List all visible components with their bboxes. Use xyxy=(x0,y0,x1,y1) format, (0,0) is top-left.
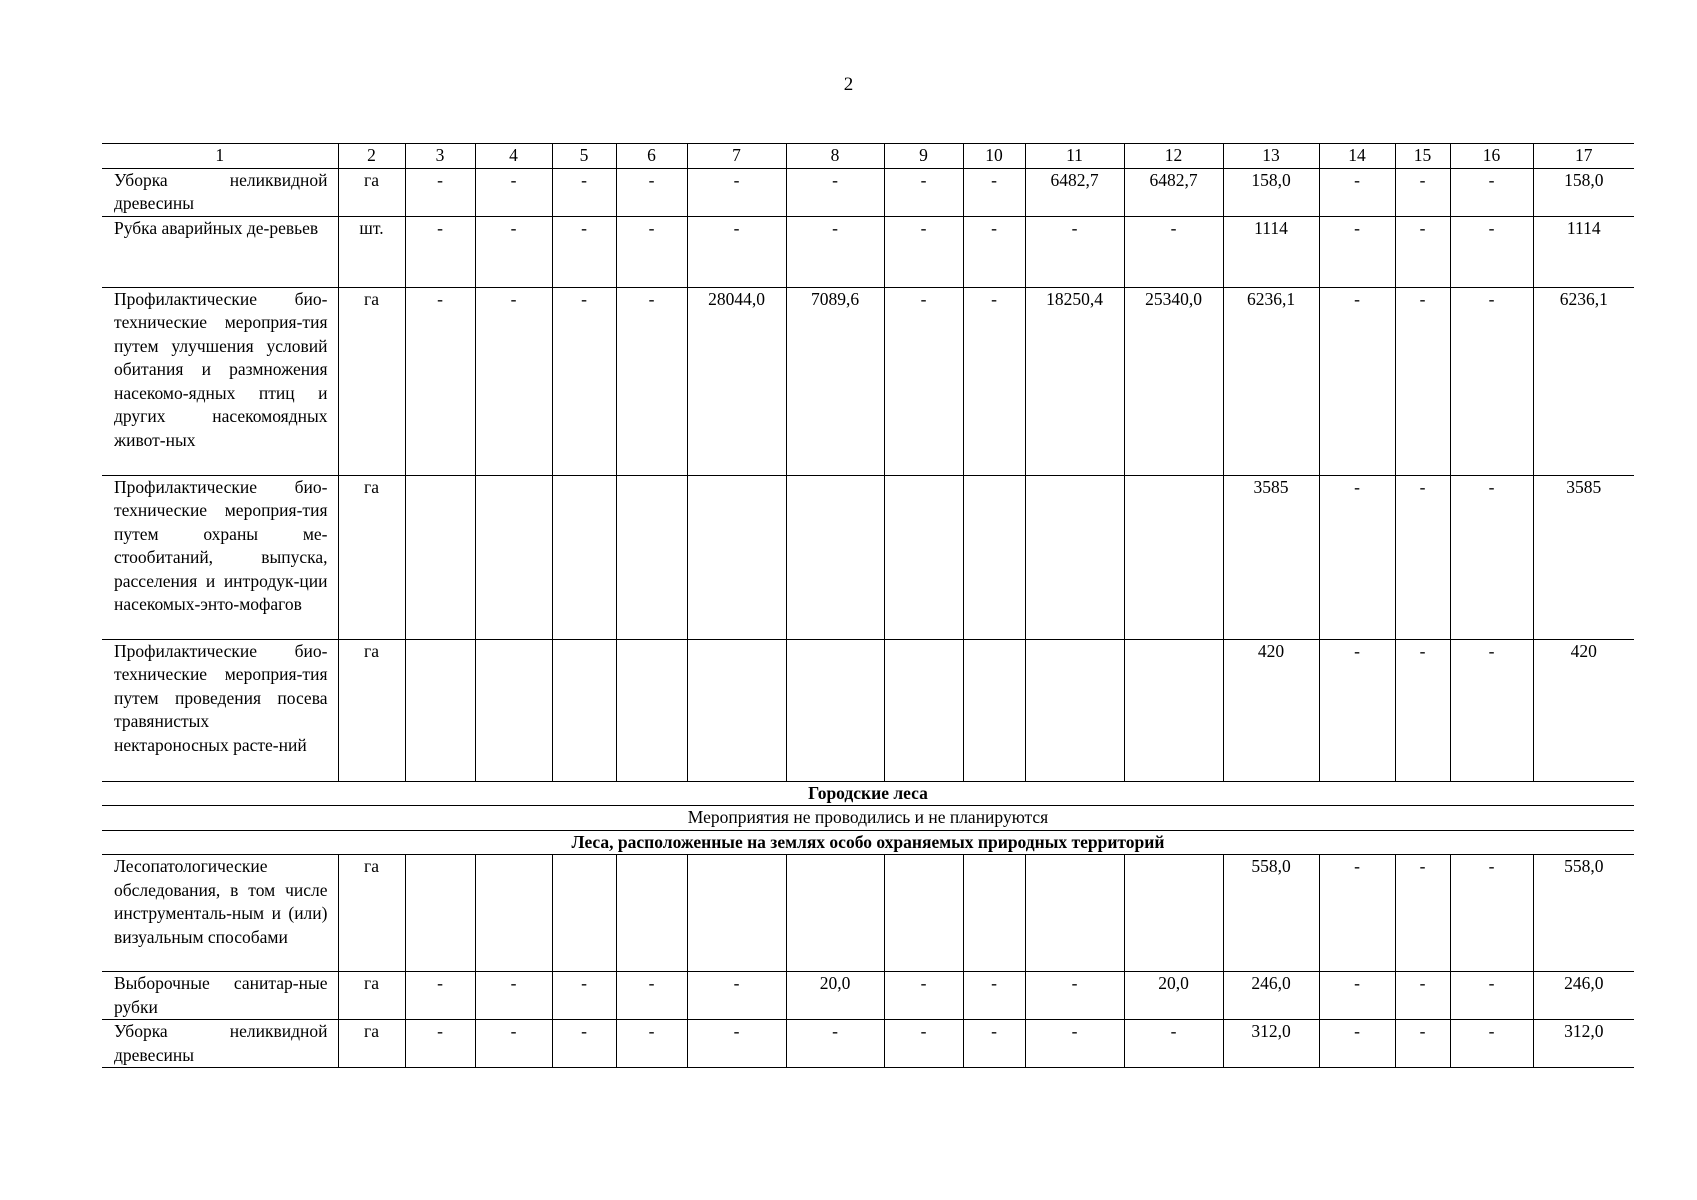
value-cell: 246,0 xyxy=(1533,972,1634,1020)
value-cell xyxy=(1025,475,1124,639)
value-cell: - xyxy=(1319,475,1395,639)
value-cell: - xyxy=(475,1020,552,1068)
value-cell: - xyxy=(552,287,616,475)
value-cell: 7089,6 xyxy=(786,287,884,475)
value-cell xyxy=(405,475,475,639)
table-row xyxy=(102,216,1634,287)
value-cell xyxy=(963,639,1025,781)
value-cell xyxy=(884,475,963,639)
table-row xyxy=(102,287,1634,475)
value-cell: - xyxy=(1319,855,1395,972)
value-cell: - xyxy=(552,168,616,216)
section-row xyxy=(102,806,1634,831)
value-cell: - xyxy=(1395,216,1450,287)
activity-name-cell: Лесопатологические обследования, в том числе инструменталь-ным и (или) визуальным способами xyxy=(102,855,338,972)
value-cell: - xyxy=(1319,1020,1395,1068)
activity-name-cell: Уборка неликвидной древесины xyxy=(102,168,338,216)
value-cell: - xyxy=(1395,168,1450,216)
section-row xyxy=(102,781,1634,806)
column-number-cell: 8 xyxy=(786,144,884,169)
value-cell: 312,0 xyxy=(1223,1020,1319,1068)
value-cell: 420 xyxy=(1533,639,1634,781)
value-cell xyxy=(1124,639,1223,781)
value-cell: - xyxy=(405,1020,475,1068)
column-number-cell: 9 xyxy=(884,144,963,169)
value-cell: - xyxy=(786,216,884,287)
table-row xyxy=(102,855,1634,972)
value-cell: - xyxy=(1025,216,1124,287)
value-cell: - xyxy=(1450,287,1533,475)
value-cell xyxy=(884,855,963,972)
value-cell xyxy=(475,475,552,639)
value-cell: 3585 xyxy=(1223,475,1319,639)
column-number-cell: 6 xyxy=(616,144,687,169)
value-cell: - xyxy=(552,972,616,1020)
value-cell: - xyxy=(616,287,687,475)
unit-cell: шт. xyxy=(338,216,405,287)
column-number-cell: 13 xyxy=(1223,144,1319,169)
value-cell: - xyxy=(687,1020,786,1068)
value-cell: - xyxy=(1395,475,1450,639)
value-cell: - xyxy=(963,972,1025,1020)
value-cell xyxy=(687,475,786,639)
value-cell: 312,0 xyxy=(1533,1020,1634,1068)
value-cell: 558,0 xyxy=(1533,855,1634,972)
section-heading: Городские леса xyxy=(102,781,1634,806)
unit-cell: га xyxy=(338,1020,405,1068)
value-cell: - xyxy=(1319,216,1395,287)
value-cell: 420 xyxy=(1223,639,1319,781)
value-cell xyxy=(1025,639,1124,781)
column-number-cell: 15 xyxy=(1395,144,1450,169)
value-cell xyxy=(616,475,687,639)
value-cell: - xyxy=(616,216,687,287)
unit-cell: га xyxy=(338,475,405,639)
value-cell: - xyxy=(616,168,687,216)
value-cell: - xyxy=(1395,855,1450,972)
value-cell: 3585 xyxy=(1533,475,1634,639)
section-heading: Леса, расположенные на землях особо охраняемых природных территорий xyxy=(102,830,1634,855)
unit-cell: га xyxy=(338,287,405,475)
activity-name-cell: Выборочные санитар-ные рубки xyxy=(102,972,338,1020)
value-cell: 20,0 xyxy=(786,972,884,1020)
unit-cell: га xyxy=(338,639,405,781)
activity-name-cell: Уборка неликвидной древесины xyxy=(102,1020,338,1068)
value-cell: 1114 xyxy=(1533,216,1634,287)
value-cell: - xyxy=(475,216,552,287)
table-row xyxy=(102,168,1634,216)
value-cell: - xyxy=(475,972,552,1020)
activity-name-cell: Профилактические био-технические мероприя-тия путем охраны ме-стообитаний, выпуска, расселения и интродук-ции насекомых-энто-мофагов xyxy=(102,475,338,639)
value-cell: - xyxy=(405,972,475,1020)
value-cell: - xyxy=(687,972,786,1020)
unit-cell: га xyxy=(338,972,405,1020)
value-cell xyxy=(405,855,475,972)
value-cell: - xyxy=(1124,1020,1223,1068)
value-cell: 6236,1 xyxy=(1533,287,1634,475)
column-number-cell: 10 xyxy=(963,144,1025,169)
value-cell xyxy=(884,639,963,781)
value-cell: 1114 xyxy=(1223,216,1319,287)
value-cell: 18250,4 xyxy=(1025,287,1124,475)
unit-cell: га xyxy=(338,168,405,216)
column-number-cell: 4 xyxy=(475,144,552,169)
value-cell: - xyxy=(1319,639,1395,781)
value-cell: 158,0 xyxy=(1223,168,1319,216)
table-row xyxy=(102,475,1634,639)
value-cell: - xyxy=(963,287,1025,475)
section-heading: Мероприятия не проводились и не планируются xyxy=(102,806,1634,831)
value-cell: - xyxy=(1319,168,1395,216)
value-cell: - xyxy=(1450,168,1533,216)
value-cell: - xyxy=(475,287,552,475)
value-cell: - xyxy=(1025,972,1124,1020)
column-number-cell: 17 xyxy=(1533,144,1634,169)
value-cell: - xyxy=(405,216,475,287)
value-cell: 6482,7 xyxy=(1124,168,1223,216)
value-cell xyxy=(616,855,687,972)
value-cell: - xyxy=(884,168,963,216)
value-cell: - xyxy=(687,216,786,287)
value-cell: - xyxy=(1395,972,1450,1020)
value-cell xyxy=(475,855,552,972)
forest-protection-table xyxy=(102,143,1634,1068)
value-cell xyxy=(405,639,475,781)
value-cell: - xyxy=(963,1020,1025,1068)
value-cell: - xyxy=(1450,639,1533,781)
value-cell xyxy=(687,639,786,781)
value-cell: 158,0 xyxy=(1533,168,1634,216)
value-cell: - xyxy=(786,168,884,216)
column-number-cell: 7 xyxy=(687,144,786,169)
value-cell: - xyxy=(1124,216,1223,287)
value-cell xyxy=(1124,855,1223,972)
value-cell: - xyxy=(1450,475,1533,639)
value-cell xyxy=(963,475,1025,639)
value-cell xyxy=(687,855,786,972)
value-cell xyxy=(1025,855,1124,972)
value-cell: - xyxy=(884,216,963,287)
value-cell: - xyxy=(552,216,616,287)
value-cell xyxy=(475,639,552,781)
column-number-cell: 12 xyxy=(1124,144,1223,169)
column-number-row xyxy=(102,144,1634,169)
value-cell xyxy=(552,475,616,639)
value-cell: - xyxy=(475,168,552,216)
column-number-cell: 2 xyxy=(338,144,405,169)
value-cell: - xyxy=(405,168,475,216)
table-row xyxy=(102,639,1634,781)
value-cell xyxy=(552,855,616,972)
value-cell xyxy=(786,855,884,972)
activity-name-cell: Профилактические био-технические мероприя-тия путем улучшения условий обитания и размножения насекомо-ядных птиц и других насекомоядных живот-ных xyxy=(102,287,338,475)
activity-name-cell: Рубка аварийных де-ревьев xyxy=(102,216,338,287)
value-cell xyxy=(786,475,884,639)
column-number-cell: 5 xyxy=(552,144,616,169)
value-cell xyxy=(786,639,884,781)
value-cell: - xyxy=(884,1020,963,1068)
value-cell: - xyxy=(1450,216,1533,287)
value-cell: - xyxy=(552,1020,616,1068)
value-cell: - xyxy=(616,1020,687,1068)
value-cell: - xyxy=(1450,972,1533,1020)
value-cell xyxy=(552,639,616,781)
value-cell: - xyxy=(1395,639,1450,781)
value-cell: - xyxy=(405,287,475,475)
value-cell: - xyxy=(616,972,687,1020)
column-number-cell: 11 xyxy=(1025,144,1124,169)
value-cell: 25340,0 xyxy=(1124,287,1223,475)
value-cell: - xyxy=(1319,287,1395,475)
column-number-cell: 1 xyxy=(102,144,338,169)
value-cell: - xyxy=(884,287,963,475)
column-number-cell: 14 xyxy=(1319,144,1395,169)
value-cell: 20,0 xyxy=(1124,972,1223,1020)
column-number-cell: 3 xyxy=(405,144,475,169)
value-cell: - xyxy=(963,216,1025,287)
value-cell xyxy=(616,639,687,781)
value-cell: - xyxy=(687,168,786,216)
value-cell xyxy=(1124,475,1223,639)
activity-name-cell: Профилактические био-технические мероприя-тия путем проведения посева травянистых нектароносных расте-ний xyxy=(102,639,338,781)
section-row xyxy=(102,830,1634,855)
unit-cell: га xyxy=(338,855,405,972)
value-cell: - xyxy=(1450,1020,1533,1068)
page-number: 2 xyxy=(843,74,854,95)
value-cell: - xyxy=(884,972,963,1020)
value-cell: 6482,7 xyxy=(1025,168,1124,216)
value-cell: 558,0 xyxy=(1223,855,1319,972)
value-cell: - xyxy=(1395,1020,1450,1068)
table-row xyxy=(102,972,1634,1020)
value-cell xyxy=(963,855,1025,972)
table-row xyxy=(102,1020,1634,1068)
value-cell: - xyxy=(963,168,1025,216)
value-cell: 28044,0 xyxy=(687,287,786,475)
value-cell: - xyxy=(1395,287,1450,475)
value-cell: - xyxy=(786,1020,884,1068)
value-cell: - xyxy=(1319,972,1395,1020)
value-cell: - xyxy=(1025,1020,1124,1068)
value-cell: 246,0 xyxy=(1223,972,1319,1020)
column-number-cell: 16 xyxy=(1450,144,1533,169)
value-cell: - xyxy=(1450,855,1533,972)
value-cell: 6236,1 xyxy=(1223,287,1319,475)
